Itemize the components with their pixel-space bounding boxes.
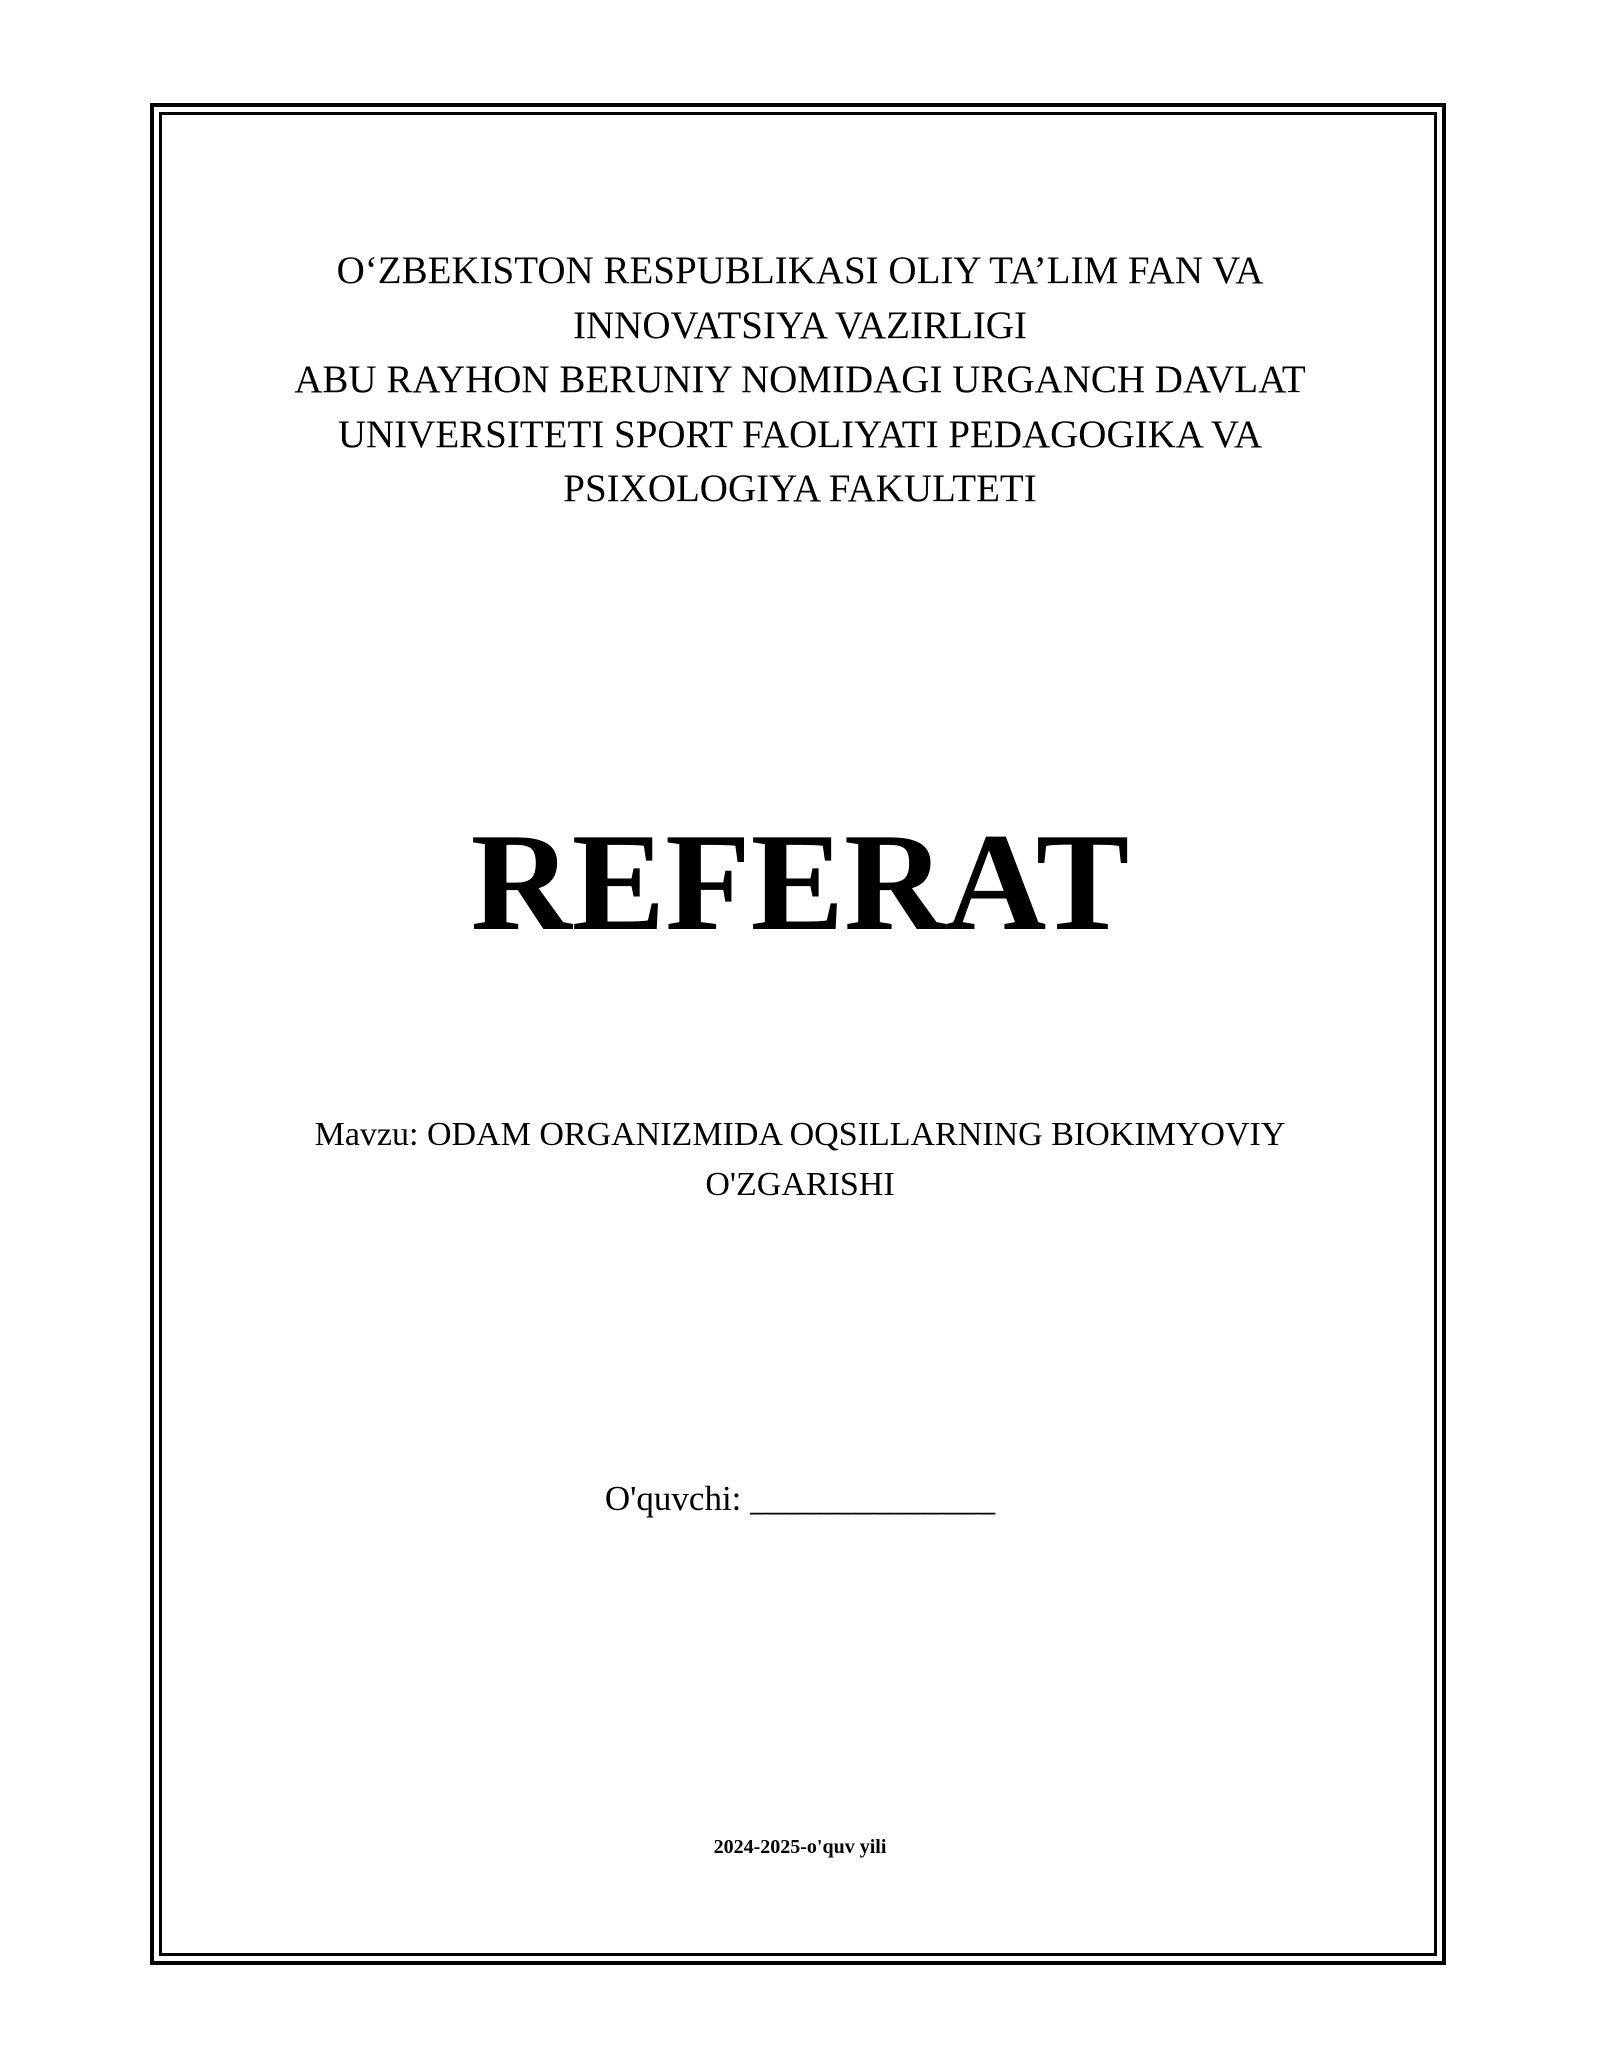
document-title: REFERAT [470,805,1130,960]
header-line: INNOVATSIYA VAZIRLIGI [573,303,1027,347]
institution-header [200,244,1400,517]
student-field: O'quvchi: ______________ [604,1479,996,1518]
topic-text [200,1110,1400,1210]
header-line: UNIVERSITETI SPORT FAOLIYATI PEDAGOGIKA VA [337,412,1263,456]
header-line: ABU RAYHON BERUNIY NOMIDAGI URGANCH DAVLAT [294,358,1306,401]
academic-year: 2024-2025-o'quv yili [713,1836,887,1858]
topic-line: Mavzu: ODAM ORGANIZMIDA OQSILLARNING BIOKIMYOVIY [314,1116,1286,1153]
topic-line: O'ZGARISHI [705,1166,895,1203]
header-line: PSIXOLOGIYA FAKULTETI [563,467,1037,510]
header-line: O‘ZBEKISTON RESPUBLIKASI OLIY TA’LIM FAN VA [336,249,1264,292]
